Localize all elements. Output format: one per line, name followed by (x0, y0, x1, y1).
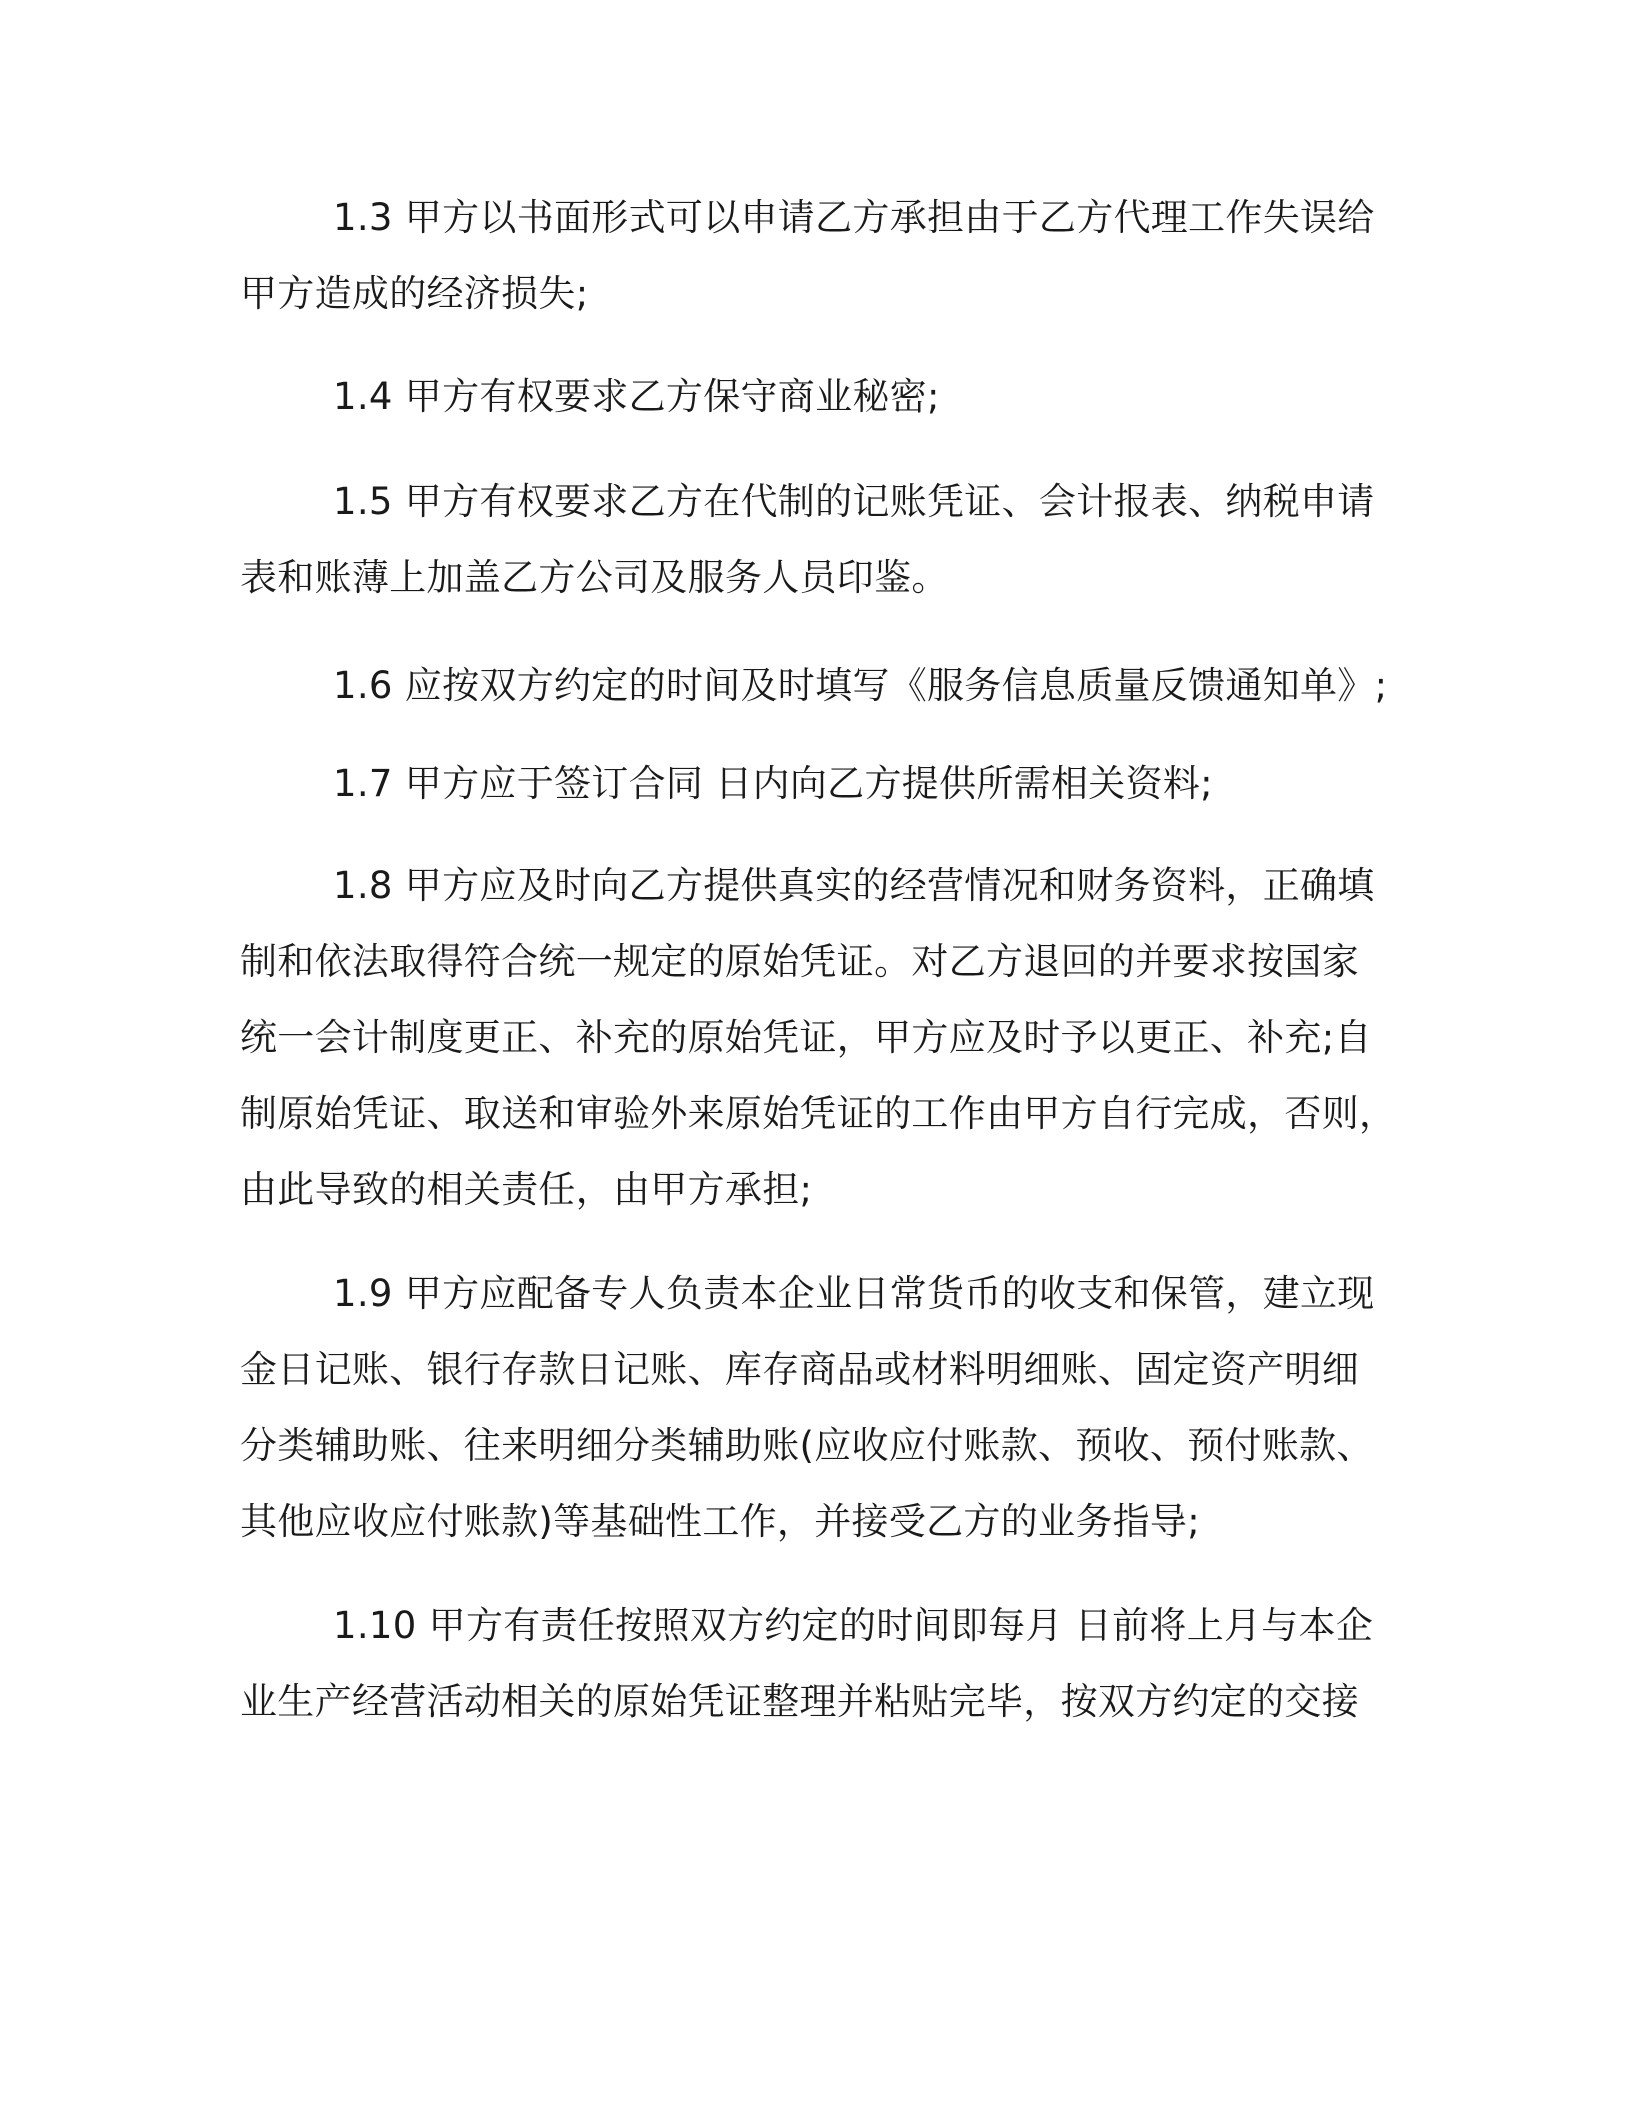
clause-1-10-line-1: 1.10 甲方有责任按照双方约定的时间即每月 日前将上月与本企 (333, 1604, 1374, 1647)
clause-1-9-line-2: 金日记账、银行存款日记账、库存商品或材料明细账、固定资产明细 (240, 1348, 1359, 1391)
clause-1-8-line-4: 制原始凭证、取送和审验外来原始凭证的工作由甲方自行完成，否则， (240, 1092, 1397, 1135)
clause-1-8-line-3: 统一会计制度更正、补充的原始凭证，甲方应及时予以更正、补充;自 (240, 1016, 1372, 1059)
clause-1-3-line-1: 1.3 甲方以书面形式可以申请乙方承担由于乙方代理工作失误给 (333, 196, 1375, 239)
clause-1-5-line-1: 1.5 甲方有权要求乙方在代制的记账凭证、会计报表、纳税申请 (333, 480, 1375, 523)
clause-1-9-line-3: 分类辅助账、往来明细分类辅助账(应收应付账款、预收、预付账款、 (240, 1424, 1374, 1467)
clause-1-8-line-1: 1.8 甲方应及时向乙方提供真实的经营情况和财务资料，正确填 (333, 864, 1375, 907)
clause-1-4-line-1: 1.4 甲方有权要求乙方保守商业秘密; (333, 375, 940, 418)
clause-1-6-line-1: 1.6 应按双方约定的时间及时填写《服务信息质量反馈通知单》; (333, 664, 1388, 707)
clause-1-8-line-2: 制和依法取得符合统一规定的原始凭证。对乙方退回的并要求按国家 (240, 940, 1359, 983)
clause-1-7-line-1: 1.7 甲方应于签订合同 日内向乙方提供所需相关资料; (333, 762, 1213, 805)
clause-1-9-line-1: 1.9 甲方应配备专人负责本企业日常货币的收支和保管，建立现 (333, 1272, 1375, 1315)
clause-1-3-line-2: 甲方造成的经济损失; (240, 272, 589, 315)
clause-1-5-line-2: 表和账薄上加盖乙方公司及服务人员印鉴。 (240, 556, 949, 599)
clause-1-9-line-4: 其他应收应付账款)等基础性工作，并接受乙方的业务指导; (240, 1500, 1200, 1543)
clause-1-8-line-5: 由此导致的相关责任，由甲方承担; (240, 1168, 813, 1211)
clause-1-10-line-2: 业生产经营活动相关的原始凭证整理并粘贴完毕，按双方约定的交接 (240, 1680, 1359, 1723)
